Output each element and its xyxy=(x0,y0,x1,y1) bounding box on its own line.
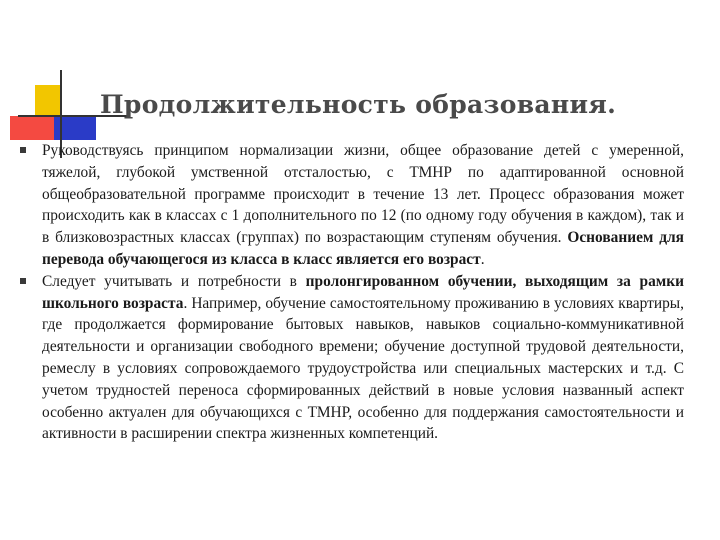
slide-title: Продолжительность образования. xyxy=(100,90,617,119)
bullet-text-part: . xyxy=(480,250,485,268)
bullet-text-bold: пролонгированном обучении, выходящим за рамки школьного возраста xyxy=(42,272,684,312)
bullet-text xyxy=(42,140,684,271)
bullet-list xyxy=(20,140,684,445)
bullet-item xyxy=(20,271,684,445)
bullet-text-part: . Например, обучение самостоятельному проживанию в условиях квартиры, где продолжается формирование бытовых навыков, навыков социально-коммуникативной деятельности и организации свободного времени; обучение доступной трудовой деятельности, ремеслу в условиях сопровождаемого трудоустройства или специальных мастерских и т.д. С учетом трудностей переноса сформированных действий в новые условия названный аспект особенно актуален для обучающихся с ТМНР, особенно для поддержания самостоятельности и активности в расширении спектра жизненных компетенций. xyxy=(42,294,684,443)
bullet-text-part: Руководствуясь принципом нормализации жизни, общее образование детей с умеренной, тяжелой, глубокой умственной отсталостью, с ТМНР по адаптированной основной общеобразовательной программе происходит в течение 13 лет. Процесс образования может происходить как в классах с 1 дополнительного по 12 (по одному году обучения в каждом), так и в близковозрастных классах (группах) по возрастающим ступеням обучения. xyxy=(42,142,684,247)
square-bullet-icon xyxy=(20,278,26,284)
bullet-text xyxy=(42,271,684,445)
bullet-text-part: Следует учитывать и потребности в xyxy=(42,272,306,290)
bullet-text-bold: Основанием для перевода обучающегося из класса в класс является его возраст xyxy=(42,229,684,268)
decor-red-rectangle xyxy=(10,116,54,140)
square-bullet-icon xyxy=(20,147,26,153)
bullet-item xyxy=(20,140,684,271)
